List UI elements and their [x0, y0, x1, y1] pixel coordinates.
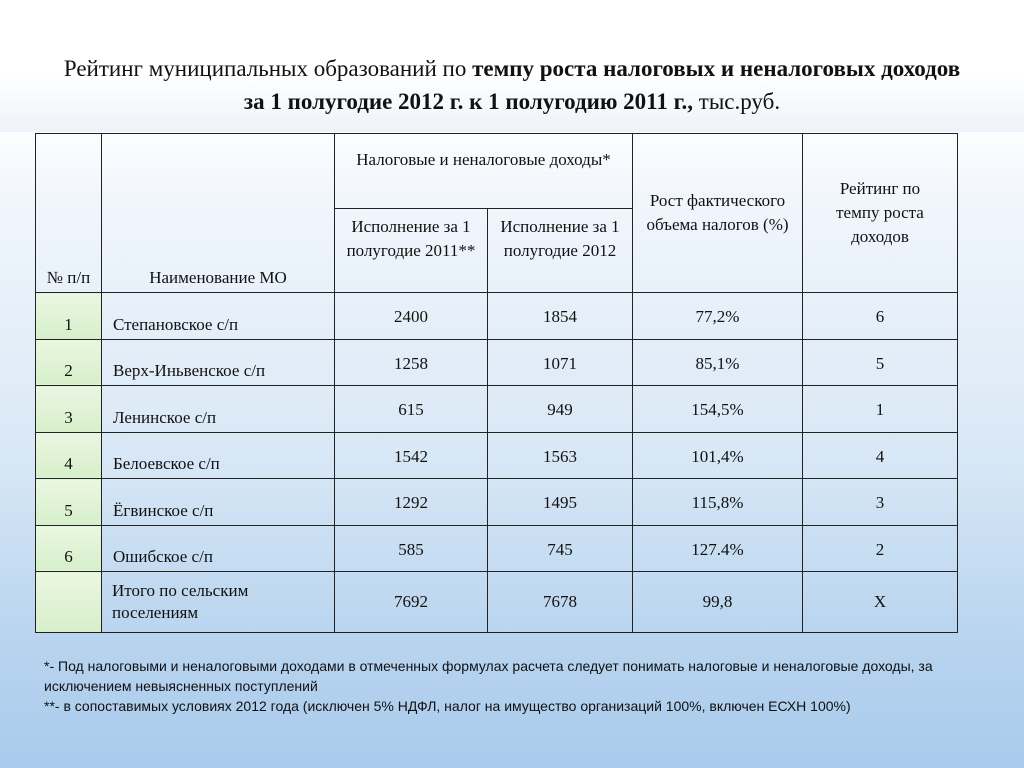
- row-v2011: 2400: [335, 293, 488, 340]
- row-rating: 2: [803, 525, 958, 572]
- header-income-group: Налоговые и неналоговые доходы*: [335, 134, 633, 209]
- total-v2012: 7678: [488, 572, 633, 633]
- header-row-1: [36, 134, 958, 209]
- row-num: 1: [36, 293, 102, 340]
- total-growth: 99,8: [633, 572, 803, 633]
- row-name: Ленинское с/п: [102, 386, 335, 433]
- row-rating: 3: [803, 479, 958, 526]
- title-line-2: [0, 85, 1024, 118]
- row-v2012: 745: [488, 525, 633, 572]
- table-row: [36, 293, 958, 340]
- table-row: [36, 525, 958, 572]
- header-exec-2011: Исполнение за 1 полугодие 2011**: [335, 209, 488, 293]
- row-name: Степановское с/п: [102, 293, 335, 340]
- row-num: 5: [36, 479, 102, 526]
- rating-table: [35, 133, 958, 633]
- footnotes: [44, 656, 994, 716]
- row-v2012: 1854: [488, 293, 633, 340]
- row-v2011: 1258: [335, 339, 488, 386]
- total-row: [36, 572, 958, 633]
- header-rating: Рейтинг по темпу роста доходов: [803, 134, 958, 293]
- footnote-1: *- Под налоговыми и неналоговыми доходами в отмеченных формулах расчета следует понимать налоговые и неналоговые доходы, за исключением невыясненных поступлений: [44, 658, 933, 694]
- header-name: Наименование МО: [102, 134, 335, 293]
- row-v2011: 1292: [335, 479, 488, 526]
- row-v2011: 585: [335, 525, 488, 572]
- title-line-1: [0, 52, 1024, 85]
- footnote-2: **- в сопоставимых условиях 2012 года (исключен 5% НДФЛ, налог на имущество организаций 100%, включен ЕСХН 100%): [44, 698, 851, 714]
- row-num: 3: [36, 386, 102, 433]
- row-growth: 85,1%: [633, 339, 803, 386]
- row-v2011: 615: [335, 386, 488, 433]
- total-num-cell: [36, 572, 102, 633]
- row-name: Верх-Иньвенское с/п: [102, 339, 335, 386]
- table-row: [36, 432, 958, 479]
- total-v2011: 7692: [335, 572, 488, 633]
- page-title: [0, 52, 1024, 118]
- title-line-2-bold: за 1 полугодие 2012 г. к 1 полугодию 2011 г.,: [243, 89, 694, 114]
- table-row: [36, 386, 958, 433]
- row-v2012: 1495: [488, 479, 633, 526]
- row-name: Ошибское с/п: [102, 525, 335, 572]
- row-num: 4: [36, 432, 102, 479]
- header-growth: Рост фактического объема налогов (%): [633, 134, 803, 293]
- header-num: № п/п: [36, 134, 102, 293]
- row-v2012: 1563: [488, 432, 633, 479]
- row-v2012: 1071: [488, 339, 633, 386]
- row-v2012: 949: [488, 386, 633, 433]
- row-name: Ёгвинское с/п: [102, 479, 335, 526]
- row-num: 6: [36, 525, 102, 572]
- row-growth: 77,2%: [633, 293, 803, 340]
- table-row: [36, 479, 958, 526]
- row-rating: 6: [803, 293, 958, 340]
- row-growth: 115,8%: [633, 479, 803, 526]
- table-body: [36, 293, 958, 572]
- header-exec-2012: Исполнение за 1 полугодие 2012: [488, 209, 633, 293]
- row-growth: 127.4%: [633, 525, 803, 572]
- row-rating: 1: [803, 386, 958, 433]
- row-growth: 154,5%: [633, 386, 803, 433]
- title-line-2-normal: тыс.руб.: [693, 89, 781, 114]
- total-rating: Х: [803, 572, 958, 633]
- title-line-1-normal: Рейтинг муниципальных образований по: [63, 56, 473, 81]
- table-row: [36, 339, 958, 386]
- row-v2011: 1542: [335, 432, 488, 479]
- row-name: Белоевское с/п: [102, 432, 335, 479]
- row-growth: 101,4%: [633, 432, 803, 479]
- row-num: 2: [36, 339, 102, 386]
- total-name: Итого по сельским поселениям: [102, 572, 335, 633]
- title-line-1-bold: темпу роста налоговых и неналоговых доходов: [472, 56, 961, 81]
- row-rating: 5: [803, 339, 958, 386]
- row-rating: 4: [803, 432, 958, 479]
